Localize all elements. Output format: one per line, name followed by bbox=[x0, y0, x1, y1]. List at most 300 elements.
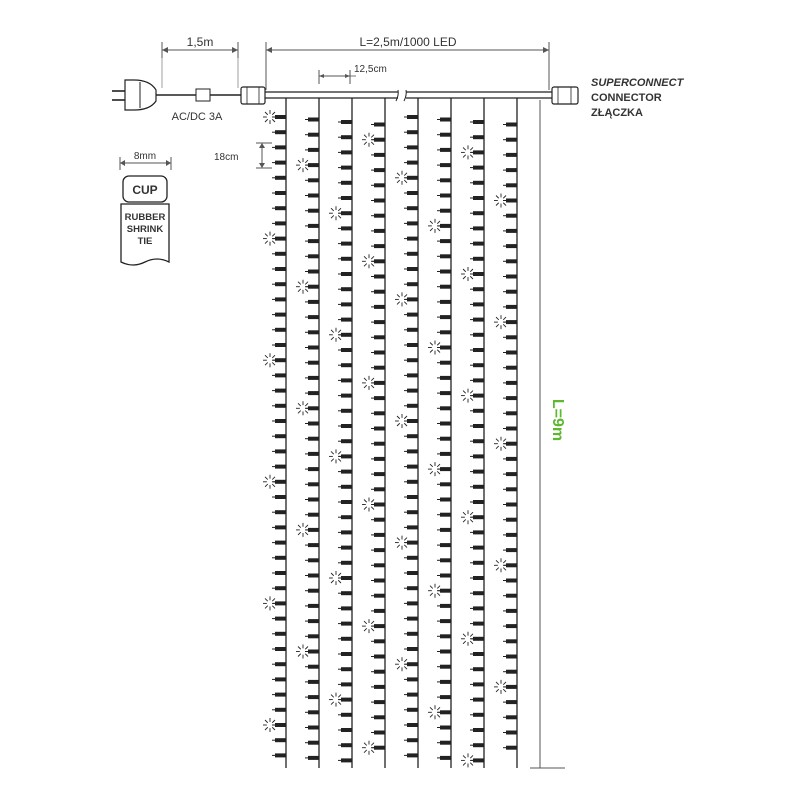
led-bulb bbox=[338, 226, 352, 230]
led-bulb bbox=[305, 254, 319, 258]
led-bulb bbox=[503, 639, 517, 643]
led-bulb bbox=[305, 513, 319, 517]
led-bulb bbox=[272, 525, 286, 529]
led-bulb bbox=[305, 452, 319, 456]
connector-label-zlaczka: ZŁĄCZKA bbox=[591, 107, 643, 119]
led-bulb bbox=[461, 389, 484, 403]
led-bulb bbox=[470, 591, 484, 595]
led-bulb bbox=[272, 343, 286, 347]
led-bulb bbox=[338, 439, 352, 443]
led-bulb bbox=[272, 176, 286, 180]
led-bulb bbox=[503, 381, 517, 385]
led-bulb bbox=[470, 166, 484, 170]
led-bulb bbox=[338, 485, 352, 489]
led-bulb bbox=[305, 604, 319, 608]
led-bulb bbox=[329, 449, 352, 463]
led-bulb bbox=[305, 224, 319, 228]
led-strand bbox=[395, 98, 418, 768]
led-bulb bbox=[470, 378, 484, 382]
led-bulb bbox=[404, 495, 418, 499]
led-bulb bbox=[503, 609, 517, 613]
led-bulb bbox=[371, 533, 385, 537]
led-bulb bbox=[404, 328, 418, 332]
led-bulb bbox=[371, 427, 385, 431]
led-bulb bbox=[371, 442, 385, 446]
led-bulb bbox=[404, 404, 418, 408]
led-bulb bbox=[470, 530, 484, 534]
led-bulb bbox=[470, 561, 484, 565]
led-bulb bbox=[305, 680, 319, 684]
led-bulb bbox=[272, 419, 286, 423]
led-bulb bbox=[503, 305, 517, 309]
led-bulb bbox=[470, 606, 484, 610]
dimension-height bbox=[530, 100, 566, 768]
led-bulb bbox=[470, 302, 484, 306]
led-bulb bbox=[338, 120, 352, 124]
led-bulb bbox=[338, 515, 352, 519]
top-rail bbox=[265, 90, 552, 101]
led-bulb bbox=[437, 513, 451, 517]
led-bulb bbox=[503, 229, 517, 233]
dimension-strand-spacing bbox=[319, 64, 387, 84]
led-bulb bbox=[305, 300, 319, 304]
led-bulb bbox=[470, 196, 484, 200]
led-bulb bbox=[437, 634, 451, 638]
led-bulb bbox=[470, 728, 484, 732]
dimension-led-spacing bbox=[214, 143, 272, 168]
led-bulb bbox=[437, 178, 451, 182]
led-bulb bbox=[305, 239, 319, 243]
tie-label-tie: TIE bbox=[137, 236, 153, 247]
led-bulb bbox=[305, 209, 319, 213]
curtain-width-label: L=2,5m/1000 LED bbox=[359, 35, 457, 49]
led-bulb bbox=[338, 150, 352, 154]
led-bulb bbox=[437, 209, 451, 213]
led-bulb bbox=[437, 330, 451, 334]
led-bulb bbox=[371, 153, 385, 157]
led-bulb bbox=[305, 710, 319, 714]
led-bulb bbox=[404, 252, 418, 256]
led-bulb bbox=[371, 199, 385, 203]
led-bulb bbox=[503, 700, 517, 704]
led-bulb bbox=[305, 756, 319, 760]
led-bulb bbox=[371, 670, 385, 674]
connector-label-connector: CONNECTOR bbox=[591, 92, 662, 104]
dimension-curtain-width bbox=[266, 35, 549, 90]
led-bulb bbox=[338, 363, 352, 367]
led-bulb bbox=[272, 145, 286, 149]
led-bulb bbox=[404, 206, 418, 210]
led-bulb bbox=[404, 571, 418, 575]
led-bulb bbox=[272, 617, 286, 621]
led-bulb bbox=[503, 655, 517, 659]
power-adapter bbox=[196, 89, 210, 101]
led-bulb bbox=[503, 746, 517, 750]
led-bulb bbox=[296, 158, 319, 172]
led-bulb bbox=[305, 695, 319, 699]
led-bulb bbox=[503, 366, 517, 370]
led-bulb bbox=[272, 389, 286, 393]
led-bulb bbox=[305, 194, 319, 198]
led-bulb bbox=[437, 482, 451, 486]
led-bulb bbox=[305, 634, 319, 638]
led-bulb bbox=[371, 563, 385, 567]
led-bulb bbox=[470, 242, 484, 246]
led-bulb bbox=[338, 606, 352, 610]
led-bulb bbox=[437, 270, 451, 274]
led-bulb bbox=[470, 622, 484, 626]
led-bulb bbox=[404, 647, 418, 651]
led-bulb bbox=[305, 726, 319, 730]
led-bulb bbox=[503, 503, 517, 507]
power-label: AC/DC 3A bbox=[171, 111, 223, 123]
led-bulb bbox=[470, 454, 484, 458]
led-bulb bbox=[338, 257, 352, 261]
led-bulb bbox=[437, 361, 451, 365]
led-bulb bbox=[338, 500, 352, 504]
led-bulb bbox=[272, 313, 286, 317]
led-bulb bbox=[371, 214, 385, 218]
led-bulb bbox=[371, 411, 385, 415]
led-bulb bbox=[305, 589, 319, 593]
led-bulb bbox=[329, 206, 352, 220]
led-bulb bbox=[404, 221, 418, 225]
led-bulb bbox=[272, 541, 286, 545]
led-bulb bbox=[263, 232, 286, 246]
led-bulb bbox=[272, 328, 286, 332]
led-bulb bbox=[404, 708, 418, 712]
led-bulb bbox=[338, 591, 352, 595]
led-bulb bbox=[461, 145, 484, 159]
led-bulb bbox=[338, 713, 352, 717]
led-bulb bbox=[272, 404, 286, 408]
led-bulb bbox=[503, 123, 517, 127]
led-bulb bbox=[338, 287, 352, 291]
led-bulb bbox=[404, 465, 418, 469]
led-bulb bbox=[305, 558, 319, 562]
led-bulb bbox=[404, 632, 418, 636]
led-bulb bbox=[371, 594, 385, 598]
led-bulb bbox=[428, 341, 451, 355]
led-bulb bbox=[272, 571, 286, 575]
led-bulb bbox=[395, 414, 418, 428]
led-bulb bbox=[503, 153, 517, 157]
led-bulb bbox=[371, 457, 385, 461]
led-bulb bbox=[338, 272, 352, 276]
led-bulb bbox=[470, 348, 484, 352]
led-bulb bbox=[503, 138, 517, 142]
led-bulb bbox=[470, 363, 484, 367]
led-bulb bbox=[338, 561, 352, 565]
led-bulb bbox=[371, 229, 385, 233]
led-bulb bbox=[503, 518, 517, 522]
led-bulb bbox=[338, 682, 352, 686]
led-bulb bbox=[329, 571, 352, 585]
led-bulb bbox=[272, 510, 286, 514]
led-bulb bbox=[470, 743, 484, 747]
led-bulb bbox=[437, 118, 451, 122]
led-bulb bbox=[272, 647, 286, 651]
led-bulb bbox=[404, 586, 418, 590]
led-bulb bbox=[272, 252, 286, 256]
led-bulb bbox=[404, 373, 418, 377]
led-strand bbox=[362, 98, 385, 768]
led-bulb bbox=[272, 677, 286, 681]
led-bulb bbox=[404, 677, 418, 681]
led-bulb bbox=[395, 657, 418, 671]
led-bulb bbox=[338, 378, 352, 382]
led-bulb bbox=[404, 130, 418, 134]
led-bulb bbox=[263, 475, 286, 489]
height-label: L=9m bbox=[549, 398, 566, 442]
led-bulb bbox=[494, 194, 517, 208]
led-bulb bbox=[404, 510, 418, 514]
led-bulb bbox=[437, 163, 451, 167]
led-bulb bbox=[371, 335, 385, 339]
led-bulb bbox=[371, 290, 385, 294]
led-bulb bbox=[272, 434, 286, 438]
led-bulb bbox=[437, 239, 451, 243]
led-bulb bbox=[371, 351, 385, 355]
led-bulb bbox=[470, 424, 484, 428]
led-bulb bbox=[437, 756, 451, 760]
led-strand bbox=[461, 98, 484, 768]
led-bulb bbox=[428, 584, 451, 598]
led-bulb bbox=[338, 196, 352, 200]
led-bulb bbox=[404, 191, 418, 195]
led-bulb bbox=[470, 682, 484, 686]
led-bulb bbox=[461, 753, 484, 767]
led-bulb bbox=[338, 242, 352, 246]
led-bulb bbox=[296, 523, 319, 537]
led-bulb bbox=[338, 470, 352, 474]
led-bulb bbox=[503, 168, 517, 172]
led-bulb bbox=[305, 482, 319, 486]
led-bulb bbox=[371, 685, 385, 689]
led-bulb bbox=[338, 135, 352, 139]
led-bulb bbox=[404, 145, 418, 149]
led-bulb bbox=[338, 743, 352, 747]
led-bulb bbox=[272, 586, 286, 590]
led-bulb bbox=[305, 178, 319, 182]
led-bulb bbox=[371, 609, 385, 613]
led-bulb bbox=[338, 181, 352, 185]
led-bulb bbox=[404, 738, 418, 742]
led-bulb bbox=[470, 120, 484, 124]
led-bulb bbox=[503, 548, 517, 552]
led-bulb bbox=[437, 543, 451, 547]
led-bulb bbox=[272, 221, 286, 225]
led-bulb bbox=[272, 662, 286, 666]
output-connector bbox=[552, 87, 578, 104]
led-bulb bbox=[329, 693, 352, 707]
led-bulb bbox=[371, 731, 385, 735]
led-bulb bbox=[272, 556, 286, 560]
led-bulb bbox=[272, 297, 286, 301]
led-bulb bbox=[404, 617, 418, 621]
led-bulb bbox=[503, 396, 517, 400]
led-bulb bbox=[338, 546, 352, 550]
led-bulb bbox=[305, 118, 319, 122]
led-strand bbox=[494, 98, 517, 768]
led-bulb bbox=[503, 290, 517, 294]
led-bulb bbox=[404, 434, 418, 438]
led-bulb bbox=[437, 285, 451, 289]
led-bulb bbox=[503, 183, 517, 187]
led-bulb bbox=[470, 287, 484, 291]
led-bulb bbox=[470, 333, 484, 337]
led-bulb bbox=[437, 452, 451, 456]
led-bulb bbox=[404, 693, 418, 697]
led-bulb bbox=[428, 462, 451, 476]
led-bulb bbox=[437, 498, 451, 502]
led-bulb bbox=[470, 318, 484, 322]
led-bulb bbox=[296, 280, 319, 294]
led-bulb bbox=[263, 353, 286, 367]
led-bulb bbox=[272, 495, 286, 499]
led-bulb bbox=[461, 267, 484, 281]
led-bulb bbox=[395, 171, 418, 185]
led-bulb bbox=[437, 437, 451, 441]
led-bulb bbox=[395, 536, 418, 550]
led-bulb bbox=[494, 680, 517, 694]
led-bulb bbox=[437, 574, 451, 578]
led-bulb bbox=[371, 472, 385, 476]
led-bulb bbox=[371, 487, 385, 491]
led-bulb bbox=[470, 667, 484, 671]
led-bulb bbox=[404, 480, 418, 484]
cable-length-label: 1,5m bbox=[186, 35, 214, 49]
led-strand bbox=[296, 98, 319, 768]
led-bulb bbox=[470, 546, 484, 550]
led-bulb bbox=[428, 705, 451, 719]
led-bulb bbox=[404, 343, 418, 347]
led-bulb bbox=[470, 226, 484, 230]
led-strand bbox=[329, 98, 352, 768]
led-bulb bbox=[437, 148, 451, 152]
led-bulb bbox=[272, 161, 286, 165]
led-bulb bbox=[404, 313, 418, 317]
led-bulb bbox=[362, 741, 385, 755]
led-bulb bbox=[338, 530, 352, 534]
led-bulb bbox=[305, 148, 319, 152]
led-spacing-label: 18cm bbox=[214, 152, 239, 163]
led-bulb bbox=[272, 282, 286, 286]
led-bulb bbox=[338, 424, 352, 428]
led-bulb bbox=[272, 206, 286, 210]
led-bulb bbox=[470, 485, 484, 489]
led-bulb bbox=[263, 596, 286, 610]
led-bulb bbox=[305, 422, 319, 426]
led-bulb bbox=[338, 348, 352, 352]
tie-label-shrink: SHRINK bbox=[126, 224, 164, 235]
led-bulb bbox=[437, 665, 451, 669]
led-bulb bbox=[305, 665, 319, 669]
led-bulb bbox=[404, 358, 418, 362]
led-bulb bbox=[371, 366, 385, 370]
led-bulb bbox=[404, 161, 418, 165]
led-bulb bbox=[470, 470, 484, 474]
led-bulb bbox=[371, 639, 385, 643]
led-bulb bbox=[371, 518, 385, 522]
led-bulb bbox=[296, 401, 319, 415]
detail-cup-tie bbox=[120, 151, 171, 265]
led-bulb bbox=[503, 487, 517, 491]
led-bulb bbox=[305, 574, 319, 578]
led-bulb bbox=[470, 439, 484, 443]
led-bulb bbox=[404, 237, 418, 241]
led-bulb bbox=[272, 708, 286, 712]
led-bulb bbox=[437, 254, 451, 258]
led-bulb bbox=[503, 214, 517, 218]
led-bulb bbox=[329, 328, 352, 342]
led-bulb bbox=[371, 396, 385, 400]
led-bulb bbox=[371, 320, 385, 324]
led-bulb bbox=[470, 652, 484, 656]
led-bulb bbox=[503, 411, 517, 415]
led-bulb bbox=[503, 259, 517, 263]
led-bulb bbox=[272, 753, 286, 757]
led-bulb bbox=[338, 622, 352, 626]
tie-label-rubber: RUBBER bbox=[124, 212, 166, 223]
strand-spacing-label: 12,5cm bbox=[354, 64, 387, 75]
led-strands bbox=[263, 98, 517, 768]
led-bulb bbox=[272, 130, 286, 134]
led-bulb bbox=[305, 376, 319, 380]
connector-label-superconnect: SUPERCONNECT bbox=[591, 77, 684, 89]
led-bulb bbox=[404, 267, 418, 271]
led-bulb bbox=[395, 292, 418, 306]
led-bulb bbox=[371, 183, 385, 187]
led-bulb bbox=[470, 409, 484, 413]
led-bulb bbox=[470, 713, 484, 717]
led-bulb bbox=[272, 373, 286, 377]
led-bulb bbox=[461, 632, 484, 646]
led-bulb bbox=[437, 650, 451, 654]
power-cable bbox=[156, 89, 241, 123]
led-bulb bbox=[272, 632, 286, 636]
led-bulb bbox=[503, 457, 517, 461]
led-bulb bbox=[494, 315, 517, 329]
led-bulb bbox=[503, 275, 517, 279]
led-bulb bbox=[371, 123, 385, 127]
led-bulb bbox=[404, 449, 418, 453]
led-strand bbox=[428, 98, 451, 768]
led-bulb bbox=[305, 467, 319, 471]
led-bulb bbox=[371, 579, 385, 583]
led-bulb bbox=[338, 302, 352, 306]
led-bulb bbox=[296, 645, 319, 659]
led-bulb bbox=[437, 726, 451, 730]
dimension-cable-length bbox=[162, 35, 238, 88]
led-bulb bbox=[263, 718, 286, 732]
led-bulb bbox=[404, 115, 418, 119]
led-bulb bbox=[371, 244, 385, 248]
led-bulb bbox=[428, 219, 451, 233]
led-bulb bbox=[437, 695, 451, 699]
led-bulb bbox=[470, 135, 484, 139]
led-bulb bbox=[470, 181, 484, 185]
led-bulb bbox=[305, 315, 319, 319]
led-bulb bbox=[470, 576, 484, 580]
led-bulb bbox=[437, 194, 451, 198]
led-bulb bbox=[305, 330, 319, 334]
led-bulb bbox=[503, 244, 517, 248]
led-bulb bbox=[338, 166, 352, 170]
led-bulb bbox=[503, 731, 517, 735]
led-bulb bbox=[371, 700, 385, 704]
led-bulb bbox=[362, 133, 385, 147]
